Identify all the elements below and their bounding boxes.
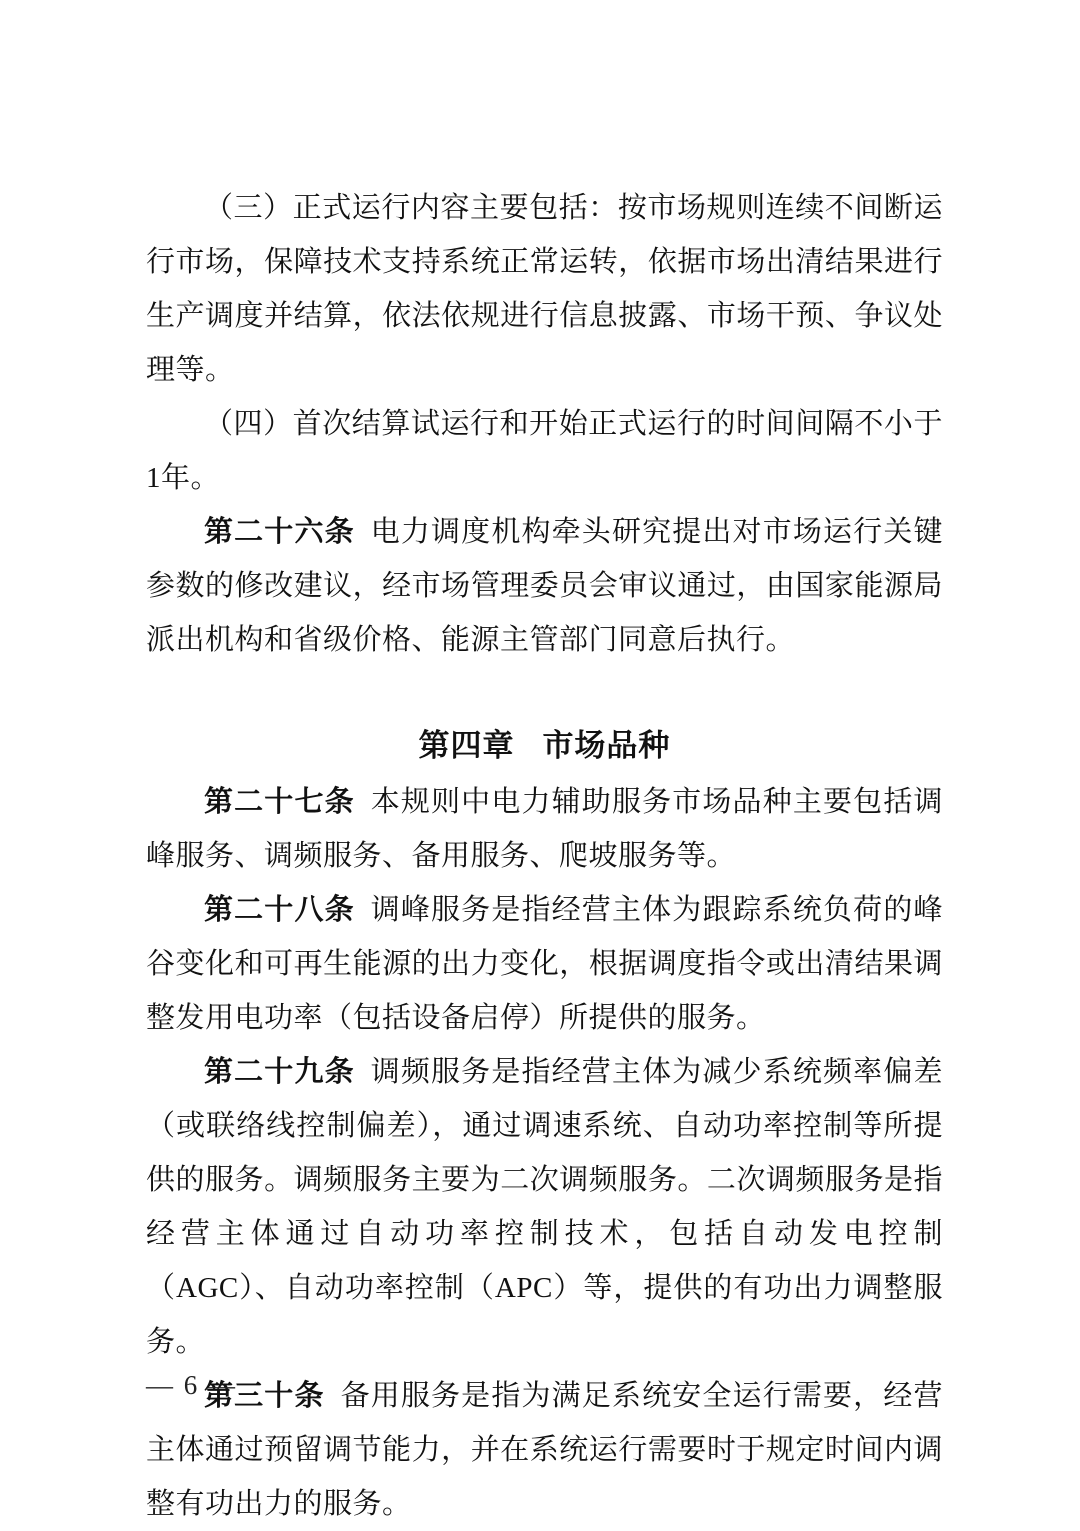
article-29-label: 第二十九条 — [204, 1056, 355, 1088]
article-28-text: 调峰服务是指经营主体为跟踪系统负荷的峰谷变化和可再生能源的出力变化，根据调度指令或出清结果调整发用电功率（包括设备启停）所提供的服务。 — [146, 894, 943, 1034]
article-28-label: 第二十八条 — [204, 894, 355, 926]
chapter-number: 第四章 — [418, 728, 515, 763]
article-27-label: 第二十七条 — [204, 786, 355, 818]
clause-4-paragraph: （四）首次结算试运行和开始正式运行的时间间隔不小于1年。 — [146, 408, 943, 494]
article-30-label: 第三十条 — [204, 1380, 325, 1412]
article-27-paragraph — [146, 775, 943, 883]
article-28-paragraph — [146, 883, 943, 1045]
article-29-text: 调频服务是指经营主体为减少系统频率偏差（或联络线控制偏差），通过调速系统、自动功率控制等所提供的服务。调频服务主要为二次调频服务。二次调频服务是指经营主体通过自动功率控制技术，包括自动发电控制（AGC）、自动功率控制（APC）等，提供的有功出力调整服务。 — [146, 1056, 943, 1358]
page-footer — [146, 1368, 237, 1402]
document-content — [146, 181, 943, 1531]
article-26-text: 电力调度机构牵头研究提出对市场运行关键参数的修改建议，经市场管理委员会审议通过，由国家能源局派出机构和省级价格、能源主管部门同意后执行。 — [146, 516, 943, 656]
chapter-title: 市场品种 — [542, 728, 671, 763]
article-29-paragraph — [146, 1045, 943, 1369]
chapter-4-heading — [146, 719, 943, 773]
page-number: — 6 — — [146, 1370, 237, 1400]
article-30-paragraph — [146, 1369, 943, 1531]
article-27-text: 本规则中电力辅助服务市场品种主要包括调峰服务、调频服务、备用服务、爬坡服务等。 — [146, 786, 943, 872]
article-30-text: 备用服务是指为满足系统安全运行需要，经营主体通过预留调节能力，并在系统运行需要时于规定时间内调整有功出力的服务。 — [146, 1380, 943, 1520]
article-26-paragraph — [146, 505, 943, 667]
clause-3-paragraph: （三）正式运行内容主要包括：按市场规则连续不间断运行市场，保障技术支持系统正常运转，依据市场出清结果进行生产调度并结算，依法依规进行信息披露、市场干预、争议处理等。 — [146, 192, 943, 386]
article-26-label: 第二十六条 — [204, 516, 355, 548]
